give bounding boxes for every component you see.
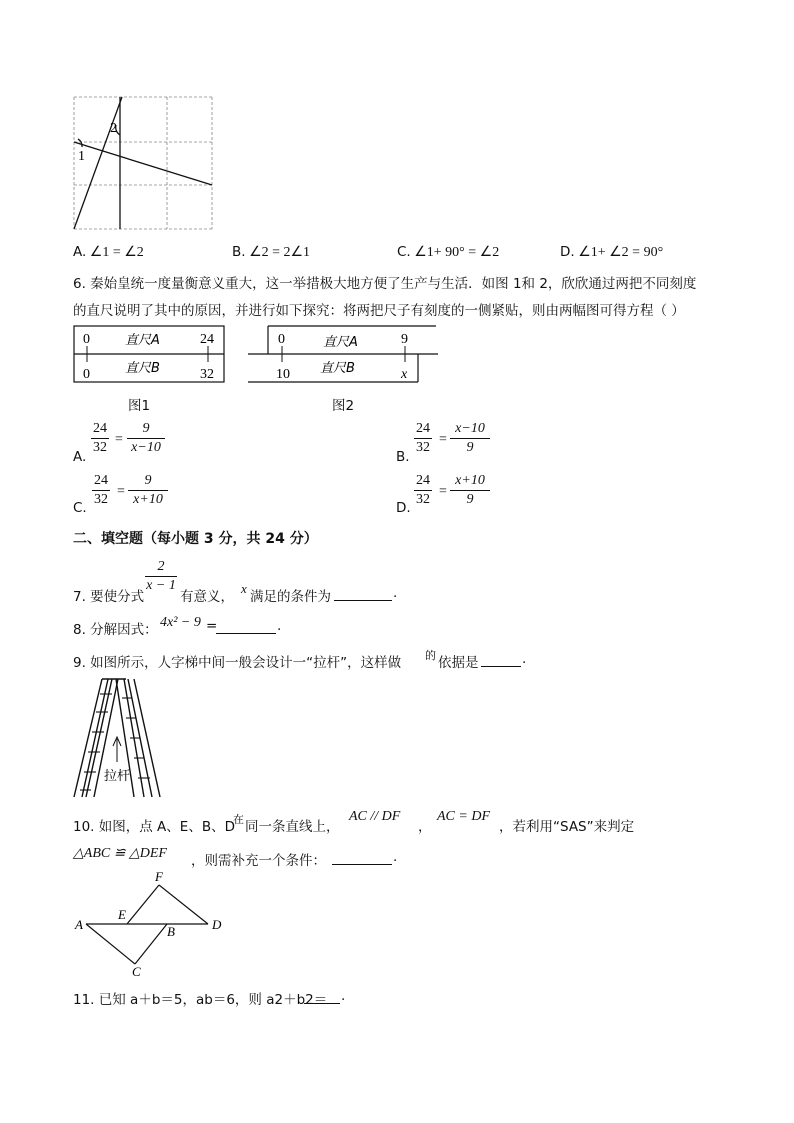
- fig1-a-label: 直尺A: [125, 333, 160, 348]
- q10-answer-blank[interactable]: [332, 849, 392, 865]
- q10-point-c: C: [132, 964, 141, 979]
- fig1-b-zero: 0: [83, 367, 90, 382]
- fig1-a-zero: 0: [83, 332, 90, 347]
- q9-de-char: 的: [425, 649, 436, 662]
- q6-figure2-caption: 图2: [332, 398, 355, 414]
- q6-stem-line1: 6. 秦始皇统一度量衡意义重大，这一举措极大地方便了生产与生活．如图 1和 2，欣欣通过两把不同刻度: [73, 276, 697, 292]
- q7-answer-blank[interactable]: [334, 585, 392, 601]
- q7-suffix: 满足的条件为: [250, 589, 331, 605]
- q6-figure1-caption: 图1: [128, 398, 151, 414]
- q7-fraction: 2 x − 1: [146, 559, 176, 593]
- q5-option-b[interactable]: B. ∠2 = 2∠1: [232, 244, 311, 260]
- q6-option-b-left-fraction: 24 32: [416, 421, 430, 455]
- q6-stem-line2: 的直尺说明了其中的原因，并进行如下探究：将两把尺子有刻度的一侧紧贴，则由两幅图可得方程（ ）: [73, 303, 685, 319]
- q7-prefix: 7. 要使分式: [73, 589, 145, 605]
- q5-angle2-label: 2: [110, 121, 117, 136]
- q6-option-a-left-fraction: 24 32: [93, 421, 107, 455]
- fig2-b-end: x: [401, 367, 408, 382]
- q10-stem-line1-c: ，若利用“SAS”来判定: [499, 819, 635, 835]
- q5-option-a[interactable]: A. ∠1 = ∠2: [73, 244, 144, 260]
- q5-option-c[interactable]: C. ∠1+ 90° = ∠2: [397, 244, 500, 260]
- fig1-a-end: 24: [200, 332, 214, 347]
- q5-angle1-label: 1: [78, 149, 85, 164]
- q9-end-period: .: [522, 651, 527, 667]
- fig2-a-zero: 0: [278, 332, 285, 347]
- q8-answer-blank[interactable]: [216, 618, 276, 634]
- q9-pull-rod-label: 拉杆: [104, 769, 131, 784]
- fig1-b-label: 直尺B: [125, 361, 160, 376]
- q6-option-c-left-fraction: 24 32: [94, 473, 108, 507]
- q11-stem: 11. 已知 a＋b＝5，ab＝6，则 a2＋b2＝: [73, 992, 328, 1008]
- q6-option-a-equals: =: [115, 432, 123, 447]
- q5-grid-figure: [72, 95, 214, 232]
- q11-end-period: .: [341, 988, 346, 1004]
- q6-option-d-equals: =: [439, 484, 447, 499]
- q10-point-a: A: [75, 917, 83, 932]
- q6-option-d-left-fraction: 24 32: [416, 473, 430, 507]
- q9-ladder-figure: [72, 676, 166, 800]
- q6-option-c-equals: =: [117, 484, 125, 499]
- q6-option-b-letter[interactable]: B.: [396, 449, 410, 465]
- q10-triangle-figure: [72, 868, 232, 980]
- q7-end-period: .: [393, 585, 398, 601]
- q10-parallel-expr: AC // DF: [349, 809, 401, 824]
- q9-answer-blank[interactable]: [481, 651, 521, 667]
- q10-comma: ，: [418, 819, 432, 835]
- q6-option-c-letter[interactable]: C.: [73, 500, 87, 516]
- q5-option-d[interactable]: D. ∠1+ ∠2 = 90°: [560, 244, 664, 260]
- q7-mid-text: 有意义，: [180, 589, 234, 605]
- fig2-b-label: 直尺B: [320, 361, 355, 376]
- q6-option-c-right-fraction: 9 x+10: [128, 473, 168, 508]
- q6-option-d-right-fraction: x+10 9: [450, 473, 490, 508]
- q6-option-a-right-fraction: 9 x−10: [127, 421, 165, 456]
- fig1-b-end: 32: [200, 367, 214, 382]
- q10-end-period: .: [393, 849, 398, 865]
- q6-option-b-right-fraction: x−10 9: [450, 421, 490, 456]
- q10-stem-line1-a: 10. 如图，点 A、E、B、D: [73, 819, 235, 835]
- q8-prefix: 8. 分解因式：: [73, 622, 158, 638]
- q10-congruence-expr: △ABC ≌ △DEF: [73, 846, 167, 861]
- q10-equal-expr: AC = DF: [437, 809, 490, 824]
- q10-point-e: E: [118, 907, 126, 922]
- q6-option-b-equals: =: [439, 432, 447, 447]
- fig2-a-label: 直尺A: [323, 335, 358, 350]
- q10-point-b: B: [167, 924, 175, 939]
- q10-zai-char: 在: [233, 813, 244, 826]
- section-title-fill-in: 二、填空题（每小题 3 分，共 24 分）: [73, 531, 318, 547]
- q11-answer-blank[interactable]: [304, 988, 340, 1004]
- q10-stem-line1-b: 同一条直线上，: [245, 819, 340, 835]
- q6-figure2-rulers: [246, 324, 441, 386]
- q6-figure1-rulers: [72, 324, 227, 386]
- q8-equals: =: [206, 618, 218, 634]
- q10-point-f: F: [155, 869, 163, 884]
- q7-variable: x: [241, 581, 247, 596]
- q8-expression: 4x² − 9: [160, 615, 201, 630]
- q9-stem-2: 依据是: [438, 655, 479, 671]
- q6-option-d-letter[interactable]: D.: [396, 500, 411, 516]
- q9-stem: 9. 如图所示，人字梯中间一般会设计一“拉杆”，这样做: [73, 655, 402, 671]
- fig2-a-end: 9: [401, 332, 408, 347]
- q10-stem-line2: ，则需补充一个条件：: [191, 853, 326, 869]
- q10-point-d: D: [212, 917, 222, 932]
- fig2-b-zero: 10: [276, 367, 290, 382]
- q8-end-period: .: [277, 618, 282, 634]
- q6-option-a-letter[interactable]: A.: [73, 449, 87, 465]
